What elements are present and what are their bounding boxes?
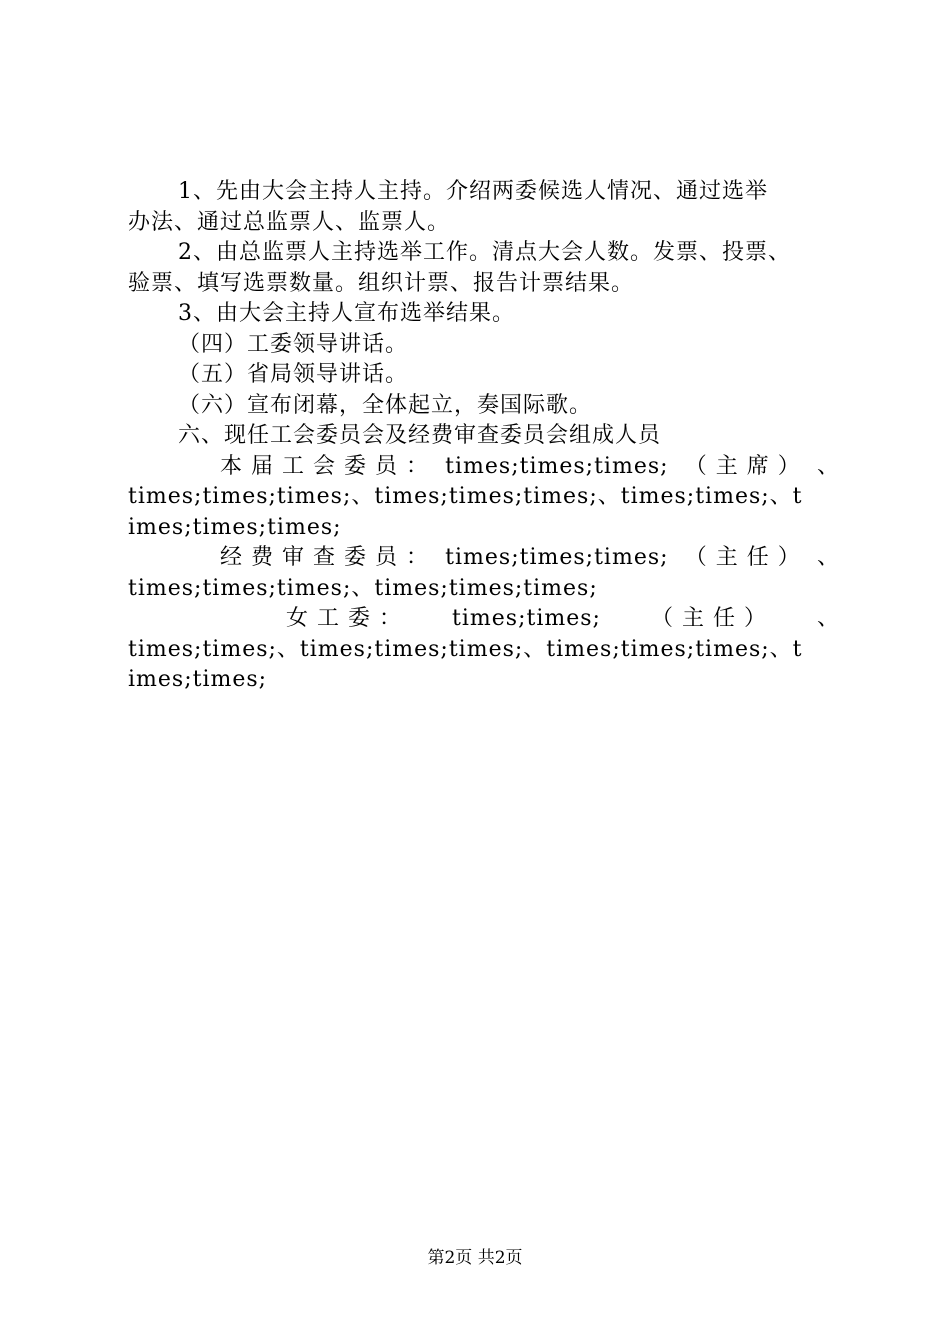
paragraph-step3: 3、由大会主持人宣布选举结果。 — [178, 301, 515, 326]
audit-label: 经 费 审 查 委 员 ： — [220, 545, 429, 570]
page-number-footer: 第2页 共2页 — [427, 1248, 523, 1268]
committee-line1 — [128, 452, 840, 483]
women-line2: times;times;、times;times;times;、times;times;times;、t — [128, 636, 803, 662]
women-line3: imes;times; — [128, 667, 268, 692]
audit-line1 — [128, 543, 840, 574]
committee-separator: 、 — [816, 453, 840, 479]
women-label: 女 工 委 ： — [286, 606, 402, 631]
committee-chair-name: times;times;times; — [445, 453, 669, 479]
committee-line2: times;times;times;、times;times;times;、times;times;、t — [128, 484, 803, 509]
paragraph-item-four: （四）工委领导讲话。 — [178, 331, 409, 357]
women-line1 — [128, 604, 840, 635]
committee-chair-role: （ 主 席 ） — [684, 453, 801, 479]
audit-chair-role: （ 主 任 ） — [684, 545, 801, 570]
women-separator: 、 — [816, 606, 840, 631]
paragraph-item-six: （六）宣布闭幕，全体起立，奏国际歌。 — [178, 392, 593, 418]
women-chair-role: （ 主 任 ） — [650, 606, 767, 631]
paragraph-item-five: （五）省局领导讲话。 — [178, 362, 409, 387]
audit-line2: times;times;times;、times;times;times; — [128, 575, 598, 601]
paragraph-step2-line2: 验票、填写选票数量。组织计票、报告计票结果。 — [128, 270, 635, 296]
committee-line3: imes;times;times; — [128, 514, 342, 540]
committee-label: 本 届 工 会 委 员 ： — [220, 453, 429, 479]
paragraph-step1-line2: 办法、通过总监票人、监票人。 — [128, 209, 451, 235]
audit-chair-name: times;times;times; — [445, 545, 669, 570]
paragraph-step1-line1: 1、先由大会主持人主持。介绍两委候选人情况、通过选举 — [178, 179, 768, 204]
section-heading-members: 六、现任工会委员会及经费审查委员会组成人员 — [178, 423, 662, 448]
paragraph-step2-line1: 2、由总监票人主持选举工作。清点大会人数。发票、投票、 — [178, 240, 791, 265]
women-chair-name: times;times; — [452, 606, 601, 631]
audit-separator: 、 — [816, 545, 840, 570]
document-body — [128, 177, 840, 696]
